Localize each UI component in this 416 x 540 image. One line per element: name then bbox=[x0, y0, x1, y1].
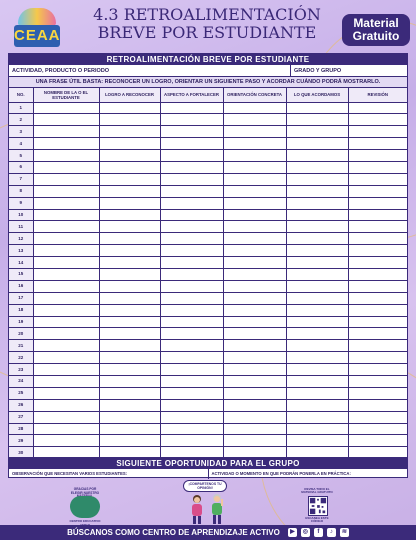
table-cell[interactable] bbox=[223, 233, 286, 245]
table-cell[interactable] bbox=[286, 387, 348, 399]
table-cell[interactable] bbox=[348, 257, 407, 269]
column-header: LOGRO A RECONOCER bbox=[99, 88, 160, 102]
row-number: 12 bbox=[9, 233, 33, 245]
table-cell[interactable] bbox=[223, 185, 286, 197]
speech-bubble: ¡COMPARTENOS TU OPINIÓN! bbox=[183, 480, 227, 492]
row-number: 15 bbox=[9, 268, 33, 280]
table-cell[interactable] bbox=[160, 245, 223, 257]
table-cell[interactable] bbox=[99, 185, 160, 197]
table-cell[interactable] bbox=[99, 340, 160, 352]
table-cell[interactable] bbox=[160, 209, 223, 221]
table-cell[interactable] bbox=[99, 233, 160, 245]
table-row bbox=[9, 280, 407, 292]
row-number: 11 bbox=[9, 221, 33, 233]
qr-code-icon[interactable] bbox=[308, 496, 328, 516]
thanks-heart-badge bbox=[68, 488, 102, 524]
table-cell[interactable] bbox=[223, 150, 286, 162]
teachers-illustration bbox=[183, 480, 235, 525]
table-cell[interactable] bbox=[348, 138, 407, 150]
table-cell[interactable] bbox=[160, 197, 223, 209]
table-cell[interactable] bbox=[99, 399, 160, 411]
table-cell[interactable] bbox=[160, 423, 223, 435]
table-cell[interactable] bbox=[223, 292, 286, 304]
table-cell[interactable] bbox=[160, 280, 223, 292]
table-cell[interactable] bbox=[223, 114, 286, 126]
facebook-icon[interactable]: f bbox=[314, 528, 323, 537]
heart-subcaption: CENTRO EDUCATIVO bbox=[69, 519, 101, 523]
table-cell[interactable] bbox=[160, 340, 223, 352]
table-row bbox=[9, 387, 407, 399]
info-row bbox=[9, 65, 407, 77]
page-title bbox=[66, 6, 348, 42]
table-cell[interactable] bbox=[348, 185, 407, 197]
header bbox=[0, 0, 416, 52]
table-cell[interactable] bbox=[286, 399, 348, 411]
table-cell[interactable] bbox=[99, 126, 160, 138]
logo-kids-icon bbox=[18, 8, 56, 26]
table-cell[interactable] bbox=[286, 411, 348, 423]
activity-field[interactable]: ACTIVIDAD, PRODUCTO O PERIODO bbox=[9, 65, 291, 76]
table-cell[interactable] bbox=[286, 221, 348, 233]
footer-slogan: BÚSCANOS COMO CENTRO DE APRENDIZAJE ACTIVO bbox=[67, 528, 280, 537]
table-cell[interactable] bbox=[223, 161, 286, 173]
row-number: 20 bbox=[9, 328, 33, 340]
badge-line-2: Gratuito bbox=[352, 29, 400, 43]
table-row bbox=[9, 435, 407, 447]
table-row bbox=[9, 233, 407, 245]
table-cell[interactable] bbox=[99, 387, 160, 399]
row-number: 7 bbox=[9, 173, 33, 185]
table-cell[interactable] bbox=[99, 328, 160, 340]
table-cell[interactable] bbox=[33, 114, 99, 126]
table-cell[interactable] bbox=[348, 304, 407, 316]
table-cell[interactable] bbox=[348, 209, 407, 221]
table-cell[interactable] bbox=[348, 387, 407, 399]
table-row bbox=[9, 138, 407, 150]
table-cell[interactable] bbox=[223, 375, 286, 387]
table-cell[interactable] bbox=[348, 197, 407, 209]
table-cell[interactable] bbox=[99, 209, 160, 221]
teacher-man-icon bbox=[209, 493, 225, 524]
table-cell[interactable] bbox=[286, 375, 348, 387]
guidance-phrase: UNA FRASE ÚTIL BASTA: RECONOCER UN LOGRO, ORIENTAR UN SIGUIENTE PASO Y ACORDAR CUÁNDO PODRÁ MOSTRARLO. bbox=[9, 77, 407, 88]
table-cell[interactable] bbox=[223, 245, 286, 257]
table-cell[interactable] bbox=[160, 399, 223, 411]
table-row bbox=[9, 197, 407, 209]
table-cell[interactable] bbox=[286, 352, 348, 364]
feedback-table bbox=[9, 88, 407, 459]
row-number: 8 bbox=[9, 185, 33, 197]
table-cell[interactable] bbox=[33, 268, 99, 280]
table-cell[interactable] bbox=[33, 138, 99, 150]
row-number: 9 bbox=[9, 197, 33, 209]
table-cell[interactable] bbox=[223, 209, 286, 221]
table-cell[interactable] bbox=[348, 411, 407, 423]
table-cell[interactable] bbox=[160, 185, 223, 197]
table-cell[interactable] bbox=[99, 257, 160, 269]
table-row bbox=[9, 340, 407, 352]
table-cell[interactable] bbox=[33, 316, 99, 328]
table-cell[interactable] bbox=[286, 423, 348, 435]
table-cell[interactable] bbox=[160, 387, 223, 399]
row-number: 21 bbox=[9, 340, 33, 352]
table-cell[interactable] bbox=[348, 292, 407, 304]
column-header: ASPECTO A FORTALECER bbox=[160, 88, 223, 102]
table-cell[interactable] bbox=[160, 316, 223, 328]
row-number: 10 bbox=[9, 209, 33, 221]
table-cell[interactable] bbox=[348, 352, 407, 364]
table-row bbox=[9, 316, 407, 328]
activity-moment-field[interactable]: ACTIVIDAD O MOMENTO EN QUE PODRÁN PONERLA EN PRÁCTICA: bbox=[211, 471, 351, 476]
table-cell[interactable] bbox=[99, 375, 160, 387]
column-header: ORIENTACIÓN CONCRETA bbox=[223, 88, 286, 102]
table-cell[interactable] bbox=[286, 197, 348, 209]
social-links bbox=[288, 528, 349, 537]
table-cell[interactable] bbox=[223, 352, 286, 364]
table-cell[interactable] bbox=[286, 364, 348, 376]
table-row bbox=[9, 209, 407, 221]
table-cell[interactable] bbox=[99, 364, 160, 376]
table-cell[interactable] bbox=[223, 328, 286, 340]
row-number: 22 bbox=[9, 352, 33, 364]
table-cell[interactable] bbox=[223, 268, 286, 280]
table-cell[interactable] bbox=[223, 257, 286, 269]
table-row bbox=[9, 161, 407, 173]
table-cell[interactable] bbox=[33, 209, 99, 221]
table-cell[interactable] bbox=[286, 292, 348, 304]
table-cell[interactable] bbox=[286, 150, 348, 162]
table-cell[interactable] bbox=[33, 280, 99, 292]
table-cell[interactable] bbox=[286, 257, 348, 269]
table-header-row bbox=[9, 88, 407, 102]
table-cell[interactable] bbox=[348, 114, 407, 126]
row-number: 5 bbox=[9, 150, 33, 162]
table-cell[interactable] bbox=[33, 328, 99, 340]
table-cell[interactable] bbox=[348, 221, 407, 233]
table-cell[interactable] bbox=[99, 352, 160, 364]
table-cell[interactable] bbox=[33, 257, 99, 269]
table-cell[interactable] bbox=[99, 161, 160, 173]
table-cell[interactable] bbox=[99, 304, 160, 316]
table-cell[interactable] bbox=[348, 173, 407, 185]
table-cell[interactable] bbox=[223, 423, 286, 435]
row-number: 23 bbox=[9, 364, 33, 376]
table-cell[interactable] bbox=[160, 138, 223, 150]
table-row bbox=[9, 245, 407, 257]
table-cell[interactable] bbox=[286, 114, 348, 126]
table-cell[interactable] bbox=[160, 292, 223, 304]
table-cell[interactable] bbox=[348, 233, 407, 245]
row-number: 30 bbox=[9, 447, 33, 459]
table-cell[interactable] bbox=[286, 161, 348, 173]
table-cell[interactable] bbox=[33, 375, 99, 387]
table-cell[interactable] bbox=[223, 435, 286, 447]
qr-subcaption: ESCANEA ESTE CÓDIGO bbox=[305, 516, 329, 524]
footer-bar bbox=[0, 525, 416, 540]
table-cell[interactable] bbox=[160, 435, 223, 447]
column-header: NO. bbox=[9, 88, 33, 102]
table-cell[interactable] bbox=[33, 435, 99, 447]
table-cell[interactable] bbox=[286, 316, 348, 328]
table-row bbox=[9, 375, 407, 387]
table-row bbox=[9, 292, 407, 304]
table-cell[interactable] bbox=[286, 233, 348, 245]
table-cell[interactable] bbox=[33, 340, 99, 352]
instagram-icon[interactable]: ◎ bbox=[302, 529, 308, 535]
group-field[interactable]: GRADO Y GRUPO bbox=[294, 68, 342, 74]
podcast-icon[interactable]: ≋ bbox=[341, 529, 347, 535]
table-cell[interactable] bbox=[348, 340, 407, 352]
table-cell[interactable] bbox=[99, 173, 160, 185]
next-fields-row bbox=[9, 469, 407, 479]
next-heading: SIGUIENTE OPORTUNIDAD PARA EL GRUPO bbox=[9, 458, 407, 469]
table-cell[interactable] bbox=[33, 364, 99, 376]
row-number: 18 bbox=[9, 304, 33, 316]
table-cell[interactable] bbox=[99, 423, 160, 435]
table-cell[interactable] bbox=[286, 268, 348, 280]
table-cell[interactable] bbox=[286, 280, 348, 292]
feedback-sheet bbox=[8, 53, 408, 478]
column-header: NOMBRE DE LA O EL ESTUDIANTE bbox=[33, 88, 99, 102]
table-cell[interactable] bbox=[99, 435, 160, 447]
table-row bbox=[9, 185, 407, 197]
table-cell[interactable] bbox=[99, 221, 160, 233]
table-row bbox=[9, 102, 407, 114]
table-cell[interactable] bbox=[286, 304, 348, 316]
table-cell[interactable] bbox=[99, 280, 160, 292]
table-cell[interactable] bbox=[223, 316, 286, 328]
observation-field[interactable]: OBSERVACIÓN QUE NECESITAN VARIOS ESTUDIANTES: bbox=[9, 469, 209, 479]
table-cell[interactable] bbox=[160, 221, 223, 233]
table-cell[interactable] bbox=[286, 245, 348, 257]
row-number: 2 bbox=[9, 114, 33, 126]
table-cell[interactable] bbox=[160, 304, 223, 316]
table-cell[interactable] bbox=[348, 161, 407, 173]
table-cell[interactable] bbox=[223, 399, 286, 411]
teacher-woman-icon bbox=[189, 494, 205, 524]
table-cell[interactable] bbox=[33, 233, 99, 245]
table-cell[interactable] bbox=[348, 150, 407, 162]
table-cell[interactable] bbox=[160, 173, 223, 185]
table-cell[interactable] bbox=[286, 102, 348, 114]
ceaa-logo bbox=[14, 8, 60, 48]
badge-line-1: Material bbox=[353, 16, 399, 30]
heart-icon bbox=[70, 496, 100, 518]
table-row bbox=[9, 399, 407, 411]
table-cell[interactable] bbox=[223, 364, 286, 376]
table-row bbox=[9, 126, 407, 138]
row-number: 13 bbox=[9, 245, 33, 257]
table-cell[interactable] bbox=[99, 150, 160, 162]
table-cell[interactable] bbox=[99, 114, 160, 126]
table-cell[interactable] bbox=[223, 340, 286, 352]
table-cell[interactable] bbox=[99, 411, 160, 423]
table-cell[interactable] bbox=[160, 102, 223, 114]
table-cell[interactable] bbox=[99, 138, 160, 150]
table-cell[interactable] bbox=[286, 138, 348, 150]
table-cell[interactable] bbox=[348, 399, 407, 411]
table-cell[interactable] bbox=[33, 173, 99, 185]
table-row bbox=[9, 328, 407, 340]
table-cell[interactable] bbox=[99, 316, 160, 328]
youtube-icon[interactable]: ▶ bbox=[288, 528, 297, 537]
table-cell[interactable] bbox=[286, 185, 348, 197]
row-number: 3 bbox=[9, 126, 33, 138]
table-cell[interactable] bbox=[348, 375, 407, 387]
table-cell[interactable] bbox=[348, 316, 407, 328]
table-cell[interactable] bbox=[160, 126, 223, 138]
row-number: 1 bbox=[9, 102, 33, 114]
table-row bbox=[9, 268, 407, 280]
table-cell[interactable] bbox=[286, 173, 348, 185]
qr-badge[interactable] bbox=[300, 488, 334, 524]
table-cell[interactable] bbox=[286, 340, 348, 352]
table-cell[interactable] bbox=[33, 423, 99, 435]
table-cell[interactable] bbox=[33, 411, 99, 423]
table-cell[interactable] bbox=[160, 328, 223, 340]
table-row bbox=[9, 114, 407, 126]
row-number: 26 bbox=[9, 399, 33, 411]
table-cell[interactable] bbox=[348, 126, 407, 138]
table-cell[interactable] bbox=[33, 197, 99, 209]
table-cell[interactable] bbox=[223, 304, 286, 316]
table-cell[interactable] bbox=[160, 233, 223, 245]
table-cell[interactable] bbox=[33, 352, 99, 364]
table-cell[interactable] bbox=[33, 221, 99, 233]
table-cell[interactable] bbox=[160, 257, 223, 269]
table-cell[interactable] bbox=[223, 387, 286, 399]
table-row bbox=[9, 221, 407, 233]
table-cell[interactable] bbox=[286, 209, 348, 221]
table-cell[interactable] bbox=[223, 102, 286, 114]
table-cell[interactable] bbox=[99, 268, 160, 280]
table-cell[interactable] bbox=[99, 102, 160, 114]
table-row bbox=[9, 411, 407, 423]
row-number: 14 bbox=[9, 257, 33, 269]
table-cell[interactable] bbox=[223, 138, 286, 150]
row-number: 16 bbox=[9, 280, 33, 292]
table-cell[interactable] bbox=[33, 245, 99, 257]
table-cell[interactable] bbox=[223, 173, 286, 185]
qr-caption: REVISA TODO EL MATERIAL GRATUITO bbox=[301, 487, 333, 495]
table-cell[interactable] bbox=[348, 268, 407, 280]
heart-caption: GRACIAS POR ELEGIR NUESTRO bbox=[70, 487, 100, 495]
table-cell[interactable] bbox=[286, 435, 348, 447]
table-row bbox=[9, 173, 407, 185]
row-number: 24 bbox=[9, 375, 33, 387]
row-number: 28 bbox=[9, 423, 33, 435]
table-cell[interactable] bbox=[348, 435, 407, 447]
table-cell[interactable] bbox=[286, 126, 348, 138]
table-row bbox=[9, 352, 407, 364]
next-opportunity-section bbox=[8, 457, 408, 478]
column-header: LO QUE ACORDAMOS bbox=[286, 88, 348, 102]
free-material-badge bbox=[342, 14, 410, 46]
row-number: 27 bbox=[9, 411, 33, 423]
table-cell[interactable] bbox=[33, 387, 99, 399]
table-cell[interactable] bbox=[33, 399, 99, 411]
table-cell[interactable] bbox=[33, 292, 99, 304]
row-number: 25 bbox=[9, 387, 33, 399]
table-cell[interactable] bbox=[33, 150, 99, 162]
table-cell[interactable] bbox=[223, 126, 286, 138]
table-cell[interactable] bbox=[223, 280, 286, 292]
table-cell[interactable] bbox=[99, 292, 160, 304]
table-cell[interactable] bbox=[348, 364, 407, 376]
table-cell[interactable] bbox=[348, 423, 407, 435]
table-cell[interactable] bbox=[99, 197, 160, 209]
table-cell[interactable] bbox=[223, 411, 286, 423]
title-line-2: BREVE POR ESTUDIANTE bbox=[97, 23, 317, 42]
table-cell[interactable] bbox=[160, 411, 223, 423]
row-number: 19 bbox=[9, 316, 33, 328]
table-row bbox=[9, 364, 407, 376]
title-line-1: 4.3 RETROALIMENTACIÓN bbox=[93, 5, 321, 24]
table-cell[interactable] bbox=[160, 375, 223, 387]
column-header: REVISIÓN bbox=[348, 88, 407, 102]
logo-text: CEAA bbox=[14, 25, 60, 47]
row-number: 4 bbox=[9, 138, 33, 150]
table-cell[interactable] bbox=[160, 150, 223, 162]
table-cell[interactable] bbox=[33, 185, 99, 197]
table-cell[interactable] bbox=[348, 102, 407, 114]
table-cell[interactable] bbox=[348, 328, 407, 340]
table-body bbox=[9, 102, 407, 459]
table-cell[interactable] bbox=[33, 126, 99, 138]
table-row bbox=[9, 304, 407, 316]
table-cell[interactable] bbox=[33, 304, 99, 316]
table-cell[interactable] bbox=[223, 197, 286, 209]
table-cell[interactable] bbox=[33, 102, 99, 114]
table-cell[interactable] bbox=[348, 245, 407, 257]
table-cell[interactable] bbox=[348, 280, 407, 292]
row-number: 6 bbox=[9, 161, 33, 173]
table-cell[interactable] bbox=[160, 268, 223, 280]
table-row bbox=[9, 257, 407, 269]
table-cell[interactable] bbox=[223, 221, 286, 233]
table-cell[interactable] bbox=[286, 328, 348, 340]
sheet-heading: RETROALIMENTACIÓN BREVE POR ESTUDIANTE bbox=[9, 54, 407, 65]
row-number: 17 bbox=[9, 292, 33, 304]
table-cell[interactable] bbox=[160, 114, 223, 126]
table-cell[interactable] bbox=[160, 364, 223, 376]
table-cell[interactable] bbox=[99, 245, 160, 257]
table-cell[interactable] bbox=[33, 161, 99, 173]
table-row bbox=[9, 423, 407, 435]
tiktok-icon[interactable]: ♪ bbox=[327, 528, 336, 537]
table-row bbox=[9, 150, 407, 162]
row-number: 29 bbox=[9, 435, 33, 447]
table-cell[interactable] bbox=[160, 352, 223, 364]
table-cell[interactable] bbox=[160, 161, 223, 173]
